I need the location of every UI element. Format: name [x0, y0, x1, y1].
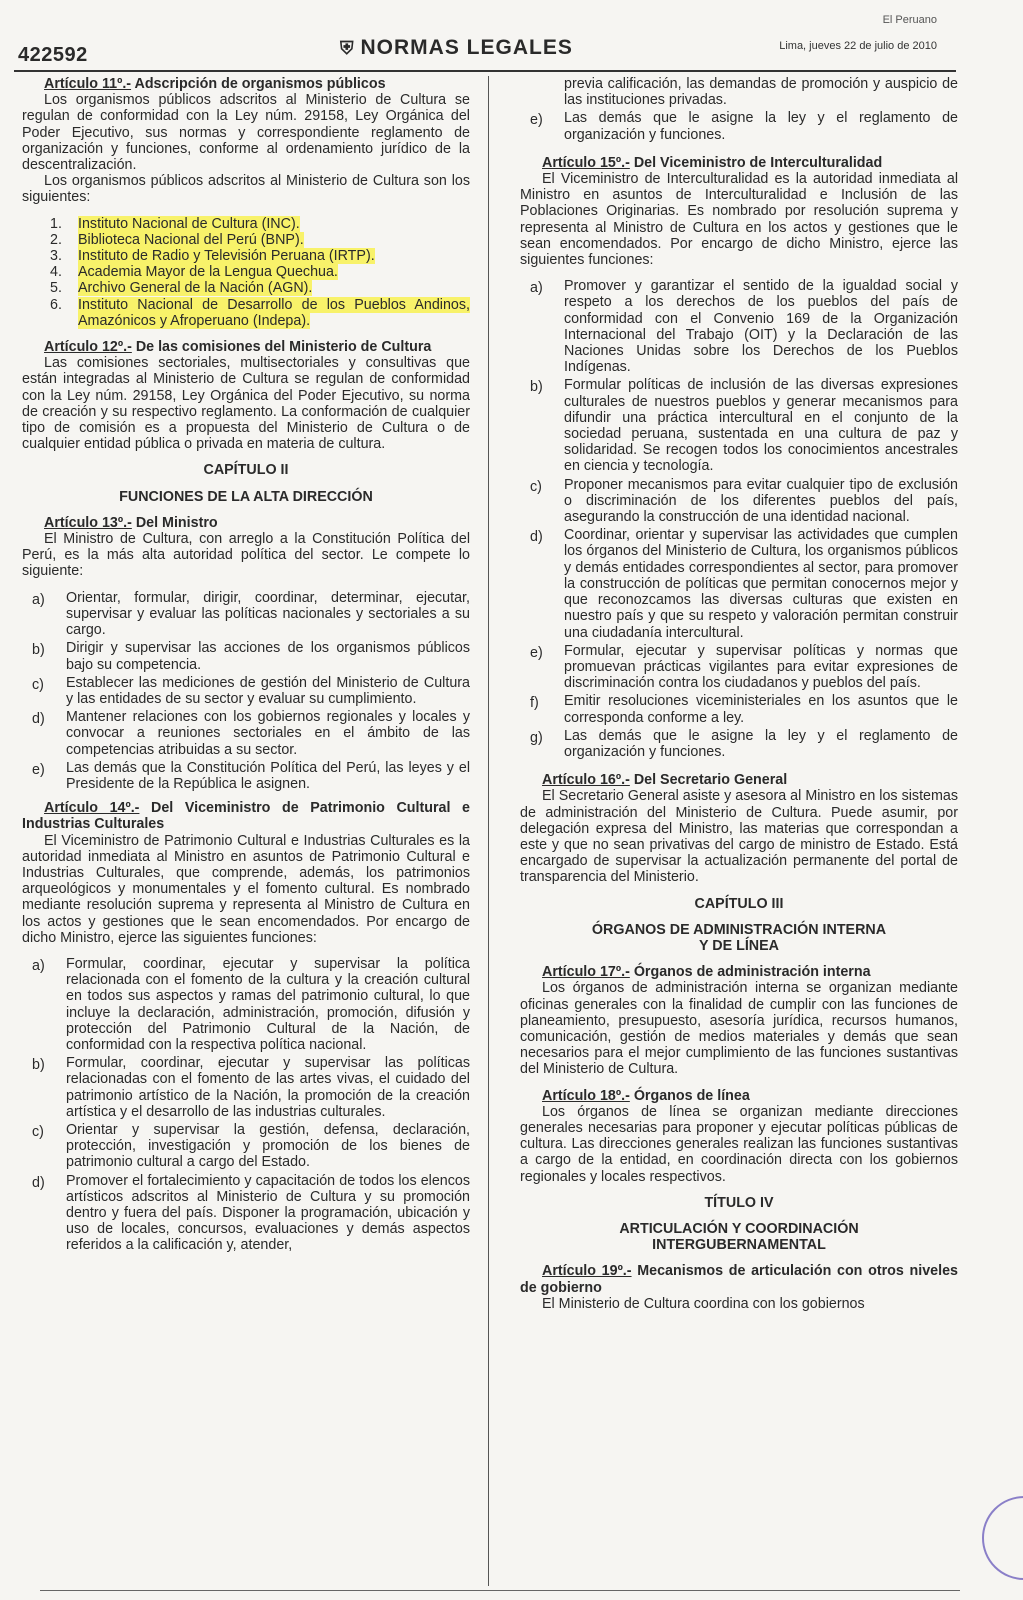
list-item: f) Emitir resoluciones viceministeriales en los asuntos que le corresponda conforme a ley. — [530, 693, 958, 726]
article-15-paragraph: El Viceministro de Interculturalidad es la autoridad inmediata al Ministro en asuntos de Interculturalidad e Inclusión de las Poblaciones Originarias. Es nombrado por resolución suprema y representa al Ministro de Cultura en los actos y gestiones que le sean encomendados. Por encargo de dicho Ministro, ejerce las siguientes funciones: — [520, 171, 958, 269]
header-rule — [14, 70, 956, 72]
page-number: 422592 — [18, 44, 88, 66]
shield-icon: ⛨ — [340, 38, 355, 58]
chapter-3-title-line-1: ÓRGANOS DE ADMINISTRACIÓN INTERNA — [591, 921, 887, 938]
chapter-3-heading: CAPÍTULO III — [694, 895, 784, 912]
article-17-paragraph: Los órganos de administración interna se organizan mediante oficinas generales con la finalidad de cumplir con las funciones de planeamiento, presupuesto, asesoría jurídica, recursos humanos, comunicación, gestión de medios materiales y demás que sean necesarios para el mejor cumplimiento de las funciones sustantivas del Ministerio de Cultura. — [520, 980, 958, 1078]
publication-title-text: NORMAS LEGALES — [360, 36, 573, 59]
title-4-line-2: INTERGUBERNAMENTAL — [652, 1237, 826, 1254]
list-item: c) Establecer las mediciones de gestión del Ministerio de Cultura y las entidades de su sector y evaluar su cumplimiento. — [32, 674, 470, 707]
title-4-heading: TÍTULO IV — [704, 1194, 774, 1211]
article-19-paragraph: El Ministerio de Cultura coordina con los gobiernos — [542, 1295, 865, 1312]
article-15-title: Artículo 15º.- Del Viceministro de Interculturalidad — [542, 154, 883, 171]
list-item: d) Coordinar, orientar y supervisar las actividades que cumplen los órganos del Ministerio de Cultura, los organismos públicos y demás entidades correspondientes al sector, para promover la construcción de políticas que permitan conocernos mejor y que reconozcamos las diversas culturas que existen en nuestro país y que su respeto y valoración permitan construir una ciudadanía intercultural. — [530, 527, 958, 641]
newspaper-name: El Peruano — [882, 14, 937, 26]
article-13-items — [32, 590, 470, 792]
footer-rule — [40, 1590, 960, 1591]
stamp-seal — [982, 1496, 1023, 1580]
list-item: 5. Archivo General de la Nación (AGN). — [50, 280, 313, 297]
publication-date: Lima, jueves 22 de julio de 2010 — [779, 40, 937, 52]
article-11-title: Artículo 11º.- Adscripción de organismos públicos — [44, 76, 386, 92]
article-13-title: Artículo 13º.- Del Ministro — [44, 514, 218, 531]
list-item: e) Las demás que le asigne la ley y el reglamento de organización y funciones. — [530, 110, 958, 143]
article-18-paragraph: Los órganos de línea se organizan mediante direcciones generales necesarias para proponer y ejecutar políticas públicas de cultura. Las direcciones generales realizan las funciones sustantivas a cargo de la entidad, en coordinación directa con los gobiernos regionales y locales respectivos. — [520, 1103, 958, 1185]
article-16-title: Artículo 16º.- Del Secretario General — [542, 772, 788, 789]
right-column — [520, 76, 958, 1312]
column-divider — [488, 76, 489, 1586]
list-item: 3. Instituto de Radio y Televisión Peruana (IRTP). — [50, 248, 375, 265]
publication-title — [340, 36, 573, 60]
list-item: e) Formular, ejecutar y supervisar políticas y normas que promuevan prácticas vigilantes para evitar expresiones de discriminación contra los ciudadanos y pueblos del país. — [530, 642, 958, 692]
article-14-paragraph: El Viceministro de Patrimonio Cultural e Industrias Culturales es la autoridad inmediata al Ministro en asuntos de Patrimonio Cultural e Industrias Culturales, que comprende, además, los patrimonios arqueológicos y monumentales y el fomento cultural. Es nombrado mediante resolución suprema y representa al Ministro de Cultura en los actos y gestiones que le sean encomendados. Por encargo de dicho Ministro, ejerce las siguientes funciones: — [22, 832, 470, 946]
list-item: g) Las demás que le asigne la ley y el reglamento de organización y funciones. — [530, 727, 958, 760]
left-column — [22, 76, 470, 1256]
article-18-title: Artículo 18º.- Órganos de línea — [542, 1087, 750, 1104]
list-item: e) Las demás que la Constitución Política del Perú, las leyes y el Presidente de la República le asignen. — [32, 759, 470, 792]
list-item: b) Formular políticas de inclusión de las diversas expresiones culturales de nuestros pueblos y generar mecanismos para difundir una práctica intercultural en el conjunto de la sociedad peruana, sustentada en una cultura de paz y solidaridad. Se recogen todos los conocimientos ancestrales en ciencia y tecnología. — [530, 377, 958, 475]
chapter-2-heading: CAPÍTULO II — [203, 462, 289, 479]
list-item: a) Promover y garantizar el sentido de la igualdad social y respeto a los derechos de los pueblos del país de conformidad con el Convenio 169 de la Organización Internacional del Trabajo (OIT) y la Declaración de las Naciones Unidas sobre los Derechos de los Pueblos Indígenas. — [530, 278, 958, 376]
article-12-paragraph: Las comisiones sectoriales, multisectoriales y consultivas que están integradas al Ministerio de Cultura se regulan de conformidad con la Ley núm. 29158, Ley Orgánica del Poder Ejecutivo, su norma de creación y su respectivo reglamento. La conformación de cualquier tipo de comisión es a propuesta del Ministerio de Cultura o de cualquier entidad pública o privada en materia de cultura. — [22, 355, 470, 453]
list-item: 2. Biblioteca Nacional del Perú (BNP). — [50, 231, 304, 248]
article-19-title: Artículo 19º.- Mecanismos de articulación con otros niveles de gobierno — [520, 1263, 958, 1296]
list-item: b) Formular, coordinar, ejecutar y supervisar las políticas relacionadas con el fomento de las artes vivas, el cuidado del patrimonio artístico de la Nación, la promoción de la creación artística y el desarrollo de las industrias culturales. — [32, 1055, 470, 1120]
list-item: d) Promover el fortalecimiento y capacitación de todos los elencos artísticos adscritos al Ministerio de Cultura y su promoción dentro y fuera del país. Disponer la programación, ubicación y uso de locales, concursos, evaluaciones y demás aspectos referidos a la calificación y, atender, — [32, 1172, 470, 1254]
chapter-2-title: FUNCIONES DE LA ALTA DIRECCIÓN — [119, 488, 373, 505]
list-item: b) Dirigir y supervisar las acciones de los organismos públicos bajo su competencia. — [32, 640, 470, 673]
article-11-paragraph-2: Los organismos públicos adscritos al Ministerio de Cultura son los siguientes: — [22, 173, 470, 206]
list-item: previa calificación, las demandas de promoción y auspicio de las instituciones privadas. — [564, 76, 958, 109]
article-14-continuation — [530, 76, 958, 143]
article-17-title: Artículo 17º.- Órganos de administración interna — [542, 964, 871, 981]
list-item: a) Orientar, formular, dirigir, coordinar, determinar, ejecutar, supervisar y evaluar las políticas nacionales y sectoriales a su cargo. — [32, 589, 470, 639]
list-item: 4. Academia Mayor de la Lengua Quechua. — [50, 264, 338, 281]
article-12-title: Artículo 12º.- De las comisiones del Ministerio de Cultura — [44, 339, 432, 356]
public-bodies-list — [50, 216, 470, 329]
chapter-3-title-line-2: Y DE LÍNEA — [699, 937, 779, 954]
list-item: c) Proponer mecanismos para evitar cualquier tipo de exclusión o discriminación de los diferentes pueblos del país, asegurando la construcción de una identidad nacional. — [530, 476, 958, 526]
article-13-paragraph: El Ministro de Cultura, con arreglo a la Constitución Política del Perú, es la más alta autoridad política del sector. Le compete lo siguiente: — [22, 531, 470, 580]
list-item: d) Mantener relaciones con los gobiernos regionales y locales y convocar a reuniones sectoriales en el ámbito de las competencias atribuidas a su sector. — [32, 709, 470, 758]
list-item: c) Orientar y supervisar la gestión, defensa, declaración, protección, investigación y promoción de los bienes de patrimonio cultural a cargo del Estado. — [32, 1121, 470, 1171]
list-item: 6. Instituto Nacional de Desarrollo de los Pueblos Andinos, Amazónicos y Afroperuano (Indepa). — [50, 296, 470, 329]
article-14-items — [32, 956, 470, 1254]
list-item: a) Formular, coordinar, ejecutar y supervisar la política relacionada con el fomento de la cultura y la creación cultural en todos sus aspectos y ramas del patrimonio cultural, lo que incluye la declaración, administración, promoción, difusión y protección del Patrimonio Cultural de la Nación, de conformidad con la respectiva política nacional. — [32, 955, 470, 1053]
article-15-items — [530, 278, 958, 760]
title-4-line-1: ARTICULACIÓN Y COORDINACIÓN — [619, 1221, 859, 1237]
article-11-paragraph-1: Los organismos públicos adscritos al Ministerio de Cultura se regulan de conformidad con la Ley núm. 29158, Ley Orgánica del Poder Ejecutivo, sus normas y correspondiente reglamento de organización y funciones, conforme al ordenamiento jurídico de la descentralización. — [22, 92, 470, 174]
article-16-paragraph: El Secretario General asiste y asesora al Ministro en los sistemas de administración del Ministerio de Cultura. Puede asumir, por delegación expresa del Ministro, las materias que correspondan a este y que no sean privativas del cargo de ministro de Estado. Está encargado de supervisar la actualización permanente del portal de transparencia del Ministerio. — [520, 788, 958, 886]
list-item: 1. Instituto Nacional de Cultura (INC). — [50, 215, 300, 232]
article-14-title: Artículo 14º.- Del Viceministro de Patrimonio Cultural e Industrias Culturales — [22, 800, 471, 833]
